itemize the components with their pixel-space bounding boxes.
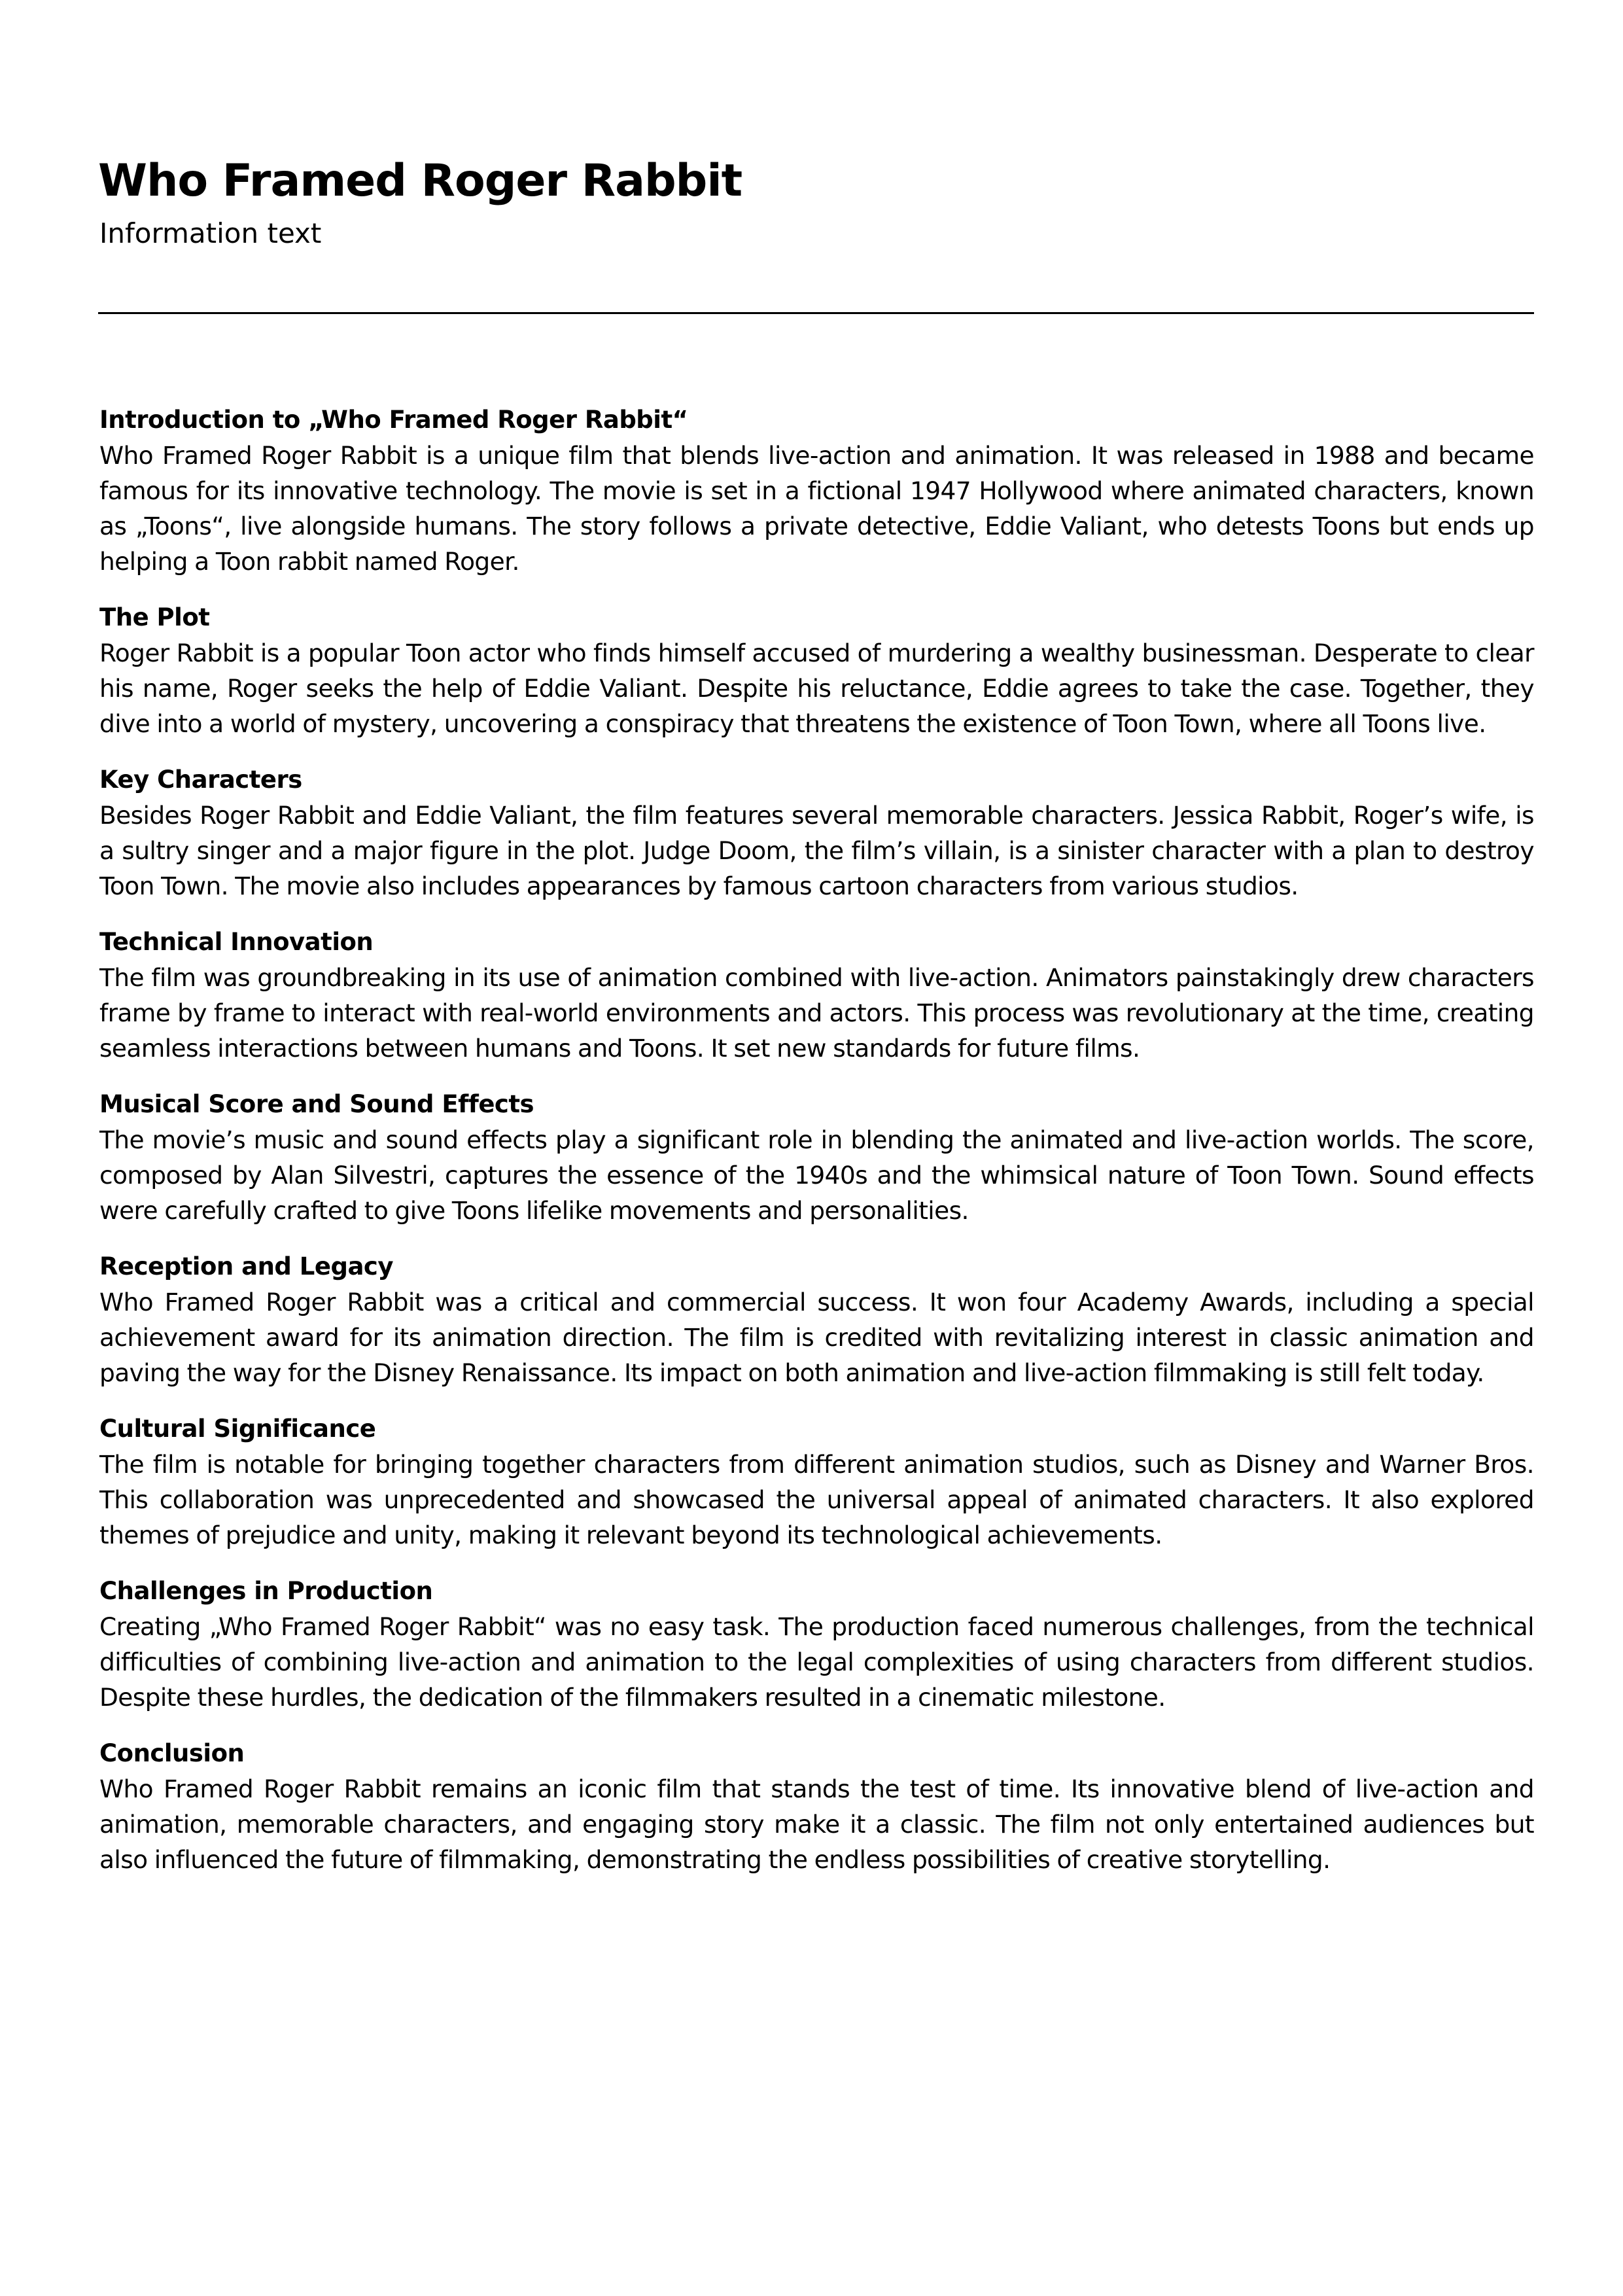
section-paragraph: The movie’s music and sound effects play a significant role in blending the animated and live-action worlds. The score, composed by Alan Silvestri, captures the essence of the 1940s and the whimsical nature of Toon Town. Sound effects were carefully crafted to give Toons lifelike movements and personalities. [99, 1125, 1534, 1225]
section-musical-score [99, 1087, 1534, 1228]
section-heading: Technical Innovation [99, 928, 374, 956]
document-page [98, 0, 1534, 2296]
section-paragraph: Besides Roger Rabbit and Eddie Valiant, the film features several memorable characters. Jessica Rabbit, Roger’s wife, is a sultry singer and a major figure in the plot. Judge Doom, the film’s villain, is a sinister character with a plan to destroy Toon Town. The movie also includes appearances by famous cartoon characters from various studios. [99, 801, 1534, 900]
section-paragraph: Creating „Who Framed Roger Rabbit“ was no easy task. The production faced numerous challenges, from the technical difficulties of combining live-action and animation to the legal complexities of using characters from different studios. Despite these hurdles, the dedication of the filmmakers resulted in a cinematic milestone. [99, 1612, 1534, 1712]
section-heading: Introduction to „Who Framed Roger Rabbit“ [99, 406, 688, 434]
section-heading: Musical Score and Sound Effects [99, 1090, 534, 1118]
section-heading: The Plot [99, 603, 210, 631]
section-key-characters [99, 762, 1534, 904]
section-paragraph: Roger Rabbit is a popular Toon actor who finds himself accused of murdering a wealthy businessman. Desperate to clear his name, Roger seeks the help of Eddie Valiant. Despite his reluctance, Eddie agrees to take the case. Together, they dive into a world of mystery, uncovering a conspiracy that threatens the existence of Toon Town, where all Toons live. [99, 639, 1534, 738]
section-heading: Key Characters [99, 766, 302, 794]
header-divider [98, 312, 1534, 314]
section-heading: Challenges in Production [99, 1577, 433, 1605]
section-plot [99, 600, 1534, 741]
document-body [99, 402, 1534, 1898]
section-heading: Cultural Significance [99, 1415, 376, 1443]
section-introduction [99, 402, 1534, 579]
section-paragraph: The film was groundbreaking in its use of animation combined with live-action. Animators painstakingly drew characters frame by frame to interact with real-world environments and actors. This process was revolutionary at the time, creating seamless interactions between humans and Toons. It set new standards for future films. [99, 963, 1534, 1063]
section-challenges [99, 1574, 1534, 1715]
section-technical-innovation [99, 925, 1534, 1066]
section-heading: Reception and Legacy [99, 1252, 393, 1280]
section-paragraph: Who Framed Roger Rabbit was a critical and commercial success. It won four Academy Awards, including a special achievement award for its animation direction. The film is credited with revitalizing interest in classic animation and paving the way for the Disney Renaissance. Its impact on both animation and live-action filmmaking is still felt today. [99, 1288, 1534, 1387]
section-paragraph: Who Framed Roger Rabbit is a unique film that blends live-action and animation. It was released in 1988 and became famous for its innovative technology. The movie is set in a fictional 1947 Hollywood where animated characters, known as „Toons“, live alongside humans. The story follows a private detective, Eddie Valiant, who detests Toons but ends up helping a Toon rabbit named Roger. [99, 441, 1534, 576]
section-heading: Conclusion [99, 1739, 245, 1767]
section-reception-legacy [99, 1249, 1534, 1390]
section-conclusion [99, 1736, 1534, 1877]
section-paragraph: The film is notable for bringing together characters from different animation studios, such as Disney and Warner Bros. This collaboration was unprecedented and showcased the universal appeal of animated characters. It also explored themes of prejudice and unity, making it relevant beyond its technological achievements. [99, 1450, 1534, 1549]
document-subtitle: Information text [99, 217, 322, 249]
document-title: Who Framed Roger Rabbit [98, 155, 742, 207]
section-cultural-significance [99, 1411, 1534, 1553]
section-paragraph: Who Framed Roger Rabbit remains an iconic film that stands the test of time. Its innovative blend of live-action and animation, memorable characters, and engaging story make it a classic. The film not only entertained audiences but also influenced the future of filmmaking, demonstrating the endless possibilities of creative storytelling. [99, 1775, 1534, 1874]
